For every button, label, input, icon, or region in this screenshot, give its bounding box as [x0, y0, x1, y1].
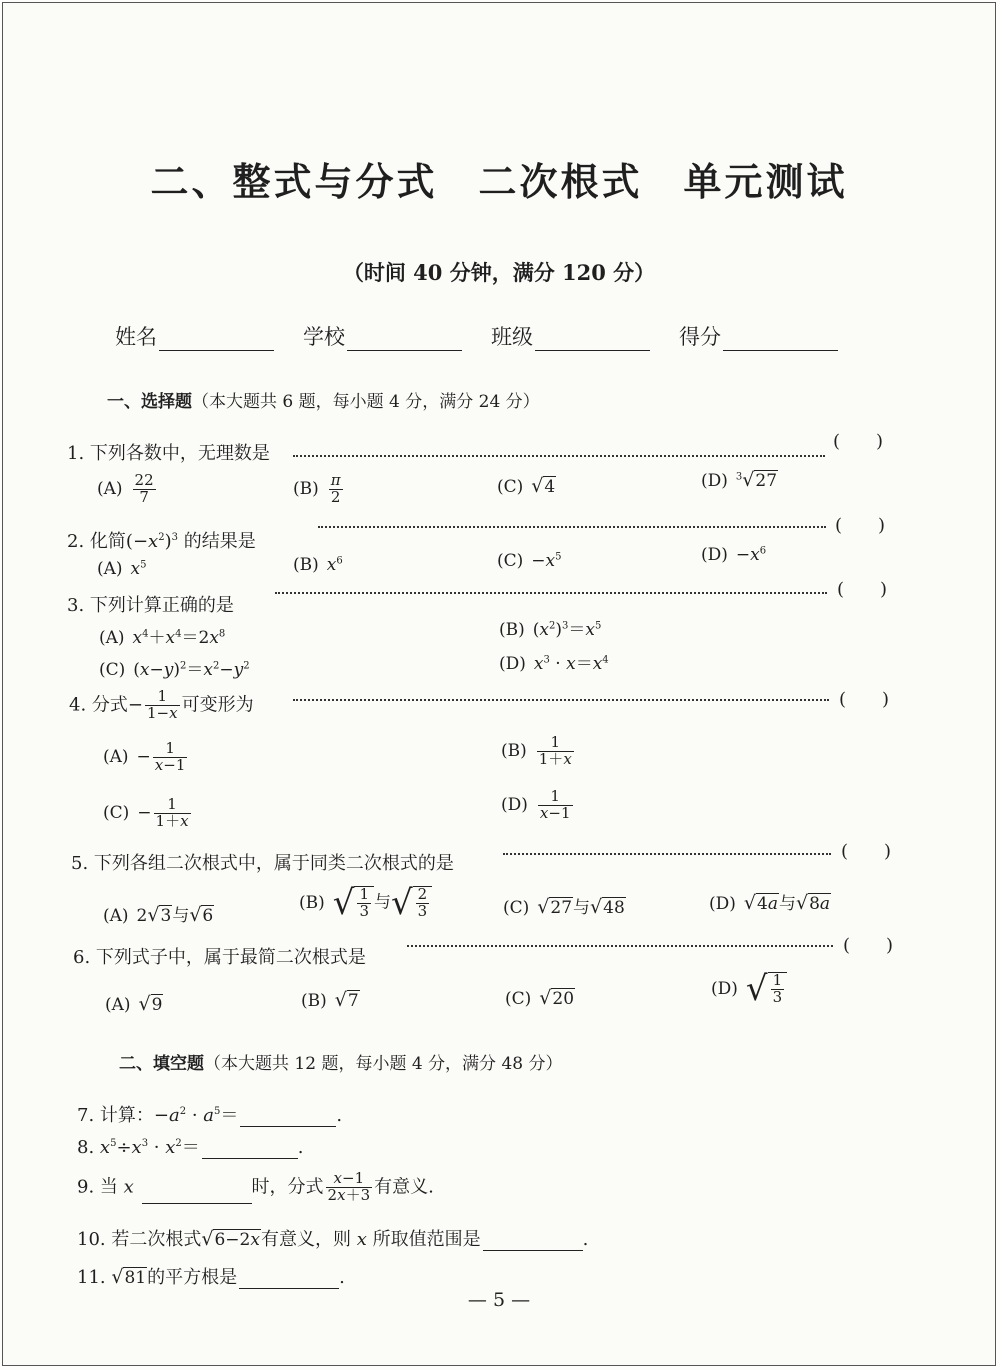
q3-option-a[interactable]: (A) $x^4+x^4=2x^8$	[99, 628, 226, 648]
section-choice-desc: （本大题共 6 题，每小题 4 分，满分 24 分）	[192, 392, 540, 412]
exam-subtitle: （时间 40 分钟，满分 120 分）	[342, 260, 656, 285]
q2-option-b[interactable]: (B) $x^6$	[293, 555, 343, 575]
q6-option-b[interactable]: (B) √7	[301, 989, 359, 1011]
answer-paren-2[interactable]: ( )	[835, 515, 886, 536]
q4-option-c[interactable]: (C) − $\frac{1}{1+x}$	[103, 795, 189, 830]
section-choice-label: 一、选择题	[107, 392, 192, 412]
question-1-stem: 下列各数中，无理数是	[89, 443, 270, 464]
section-fill-header	[119, 1049, 563, 1074]
leader-dots	[318, 526, 826, 528]
q7-answer-blank[interactable]	[240, 1125, 336, 1127]
score-field	[679, 321, 838, 351]
q1-option-d[interactable]: (D) $^3$√27	[701, 469, 778, 491]
question-6: 6. 下列式子中，属于最简二次根式是	[73, 947, 366, 968]
question-2: 2. 化简$(-x^2)^3$ 的结果是	[67, 531, 256, 552]
question-1: 1. 下列各数中，无理数是	[67, 443, 270, 464]
q1-option-c[interactable]: (C) √4	[497, 475, 556, 497]
q5-option-d[interactable]: (D) √4a与√8a	[709, 892, 831, 914]
page-title: 二、整式与分式 二次根式 单元测试	[150, 160, 848, 204]
leader-dots	[293, 699, 829, 701]
name-field	[115, 321, 274, 351]
q4-option-b[interactable]: (B) $\frac{1}{1+x}$	[501, 733, 572, 768]
question-3: 3. 下列计算正确的是	[67, 595, 234, 616]
q3-option-c[interactable]: (C) $(x-y)^2=x^2-y^2$	[99, 660, 250, 680]
q9-answer-blank[interactable]	[142, 1202, 252, 1204]
q2-option-a[interactable]: (A) $x^5$	[97, 559, 147, 579]
question-11: 11. √81的平方根是 .	[77, 1266, 345, 1288]
school-blank[interactable]	[347, 349, 462, 351]
q6-option-a[interactable]: (A) √9	[105, 993, 163, 1015]
name-blank[interactable]	[159, 349, 274, 351]
q8-answer-blank[interactable]	[202, 1157, 298, 1159]
class-blank[interactable]	[535, 349, 650, 351]
page-number: — 5 —	[467, 1289, 531, 1311]
answer-paren-6[interactable]: ( )	[843, 935, 894, 956]
leader-dots	[503, 853, 831, 855]
score-label: 得分	[679, 325, 721, 349]
q5-option-c[interactable]: (C) √27与√48	[503, 896, 625, 918]
school-field	[303, 321, 462, 351]
question-4: 4. 分式− $\frac{1}{1-x}$ 可变形为	[69, 687, 254, 722]
question-10: 10. 若二次根式√6−2x有意义，则 x 所取值范围是 .	[77, 1228, 589, 1250]
answer-paren-1[interactable]: ( )	[833, 431, 884, 452]
section-choice-header	[107, 387, 540, 412]
q3-option-b[interactable]: (B) $(x^2)^3=x^5$	[499, 620, 602, 640]
answer-paren-5[interactable]: ( )	[841, 841, 892, 862]
q6-option-d[interactable]: (D) √ $\frac{1}{3}$	[711, 969, 787, 1009]
answer-paren-3[interactable]: ( )	[837, 579, 888, 600]
question-7: 7. 计算：$-a^2 \cdot a^5=$ .	[77, 1105, 343, 1126]
question-8: 8. $x^5\div x^3 \cdot x^2=$ .	[77, 1137, 304, 1158]
section-fill-desc: （本大题共 12 题，每小题 4 分，满分 48 分）	[204, 1054, 563, 1074]
q1-option-a[interactable]: (A) $\frac{22}{7}$	[97, 471, 154, 506]
q4-option-a[interactable]: (A) − $\frac{1}{x-1}$	[103, 739, 186, 774]
exam-page	[2, 2, 996, 1366]
q5-option-b[interactable]: (B) √ $\frac{1}{3}$ 与√ $\frac{2}{3}$	[299, 883, 432, 923]
q3-option-d[interactable]: (D) $x^3 \cdot x=x^4$	[499, 654, 609, 674]
section-fill-label: 二、填空题	[119, 1054, 204, 1074]
q10-answer-blank[interactable]	[483, 1249, 583, 1251]
class-field	[491, 321, 650, 351]
q6-option-c[interactable]: (C) √20	[505, 987, 575, 1009]
school-label: 学校	[303, 325, 345, 349]
answer-paren-4[interactable]: ( )	[839, 689, 890, 710]
class-label: 班级	[491, 325, 533, 349]
question-9: 9. 当 x 时，分式 $\frac{x-1}{2x+3}$ 有意义.	[77, 1169, 434, 1204]
leader-dots	[293, 455, 825, 457]
q1-option-b[interactable]: (B) $\frac{\pi}{2}$	[293, 471, 341, 506]
q5-option-a[interactable]: (A) 2√3与√6	[103, 904, 214, 926]
name-label: 姓名	[115, 325, 157, 349]
leader-dots	[407, 945, 833, 947]
q4-option-d[interactable]: (D) $\frac{1}{x-1}$	[501, 787, 571, 822]
score-blank[interactable]	[723, 349, 838, 351]
q2-option-c[interactable]: $(C) -x^5$	[497, 551, 562, 571]
leader-dots	[275, 592, 827, 594]
question-5: 5. 下列各组二次根式中，属于同类二次根式的是	[71, 853, 454, 874]
q2-option-d[interactable]: $(D) -x^6$	[701, 545, 767, 565]
